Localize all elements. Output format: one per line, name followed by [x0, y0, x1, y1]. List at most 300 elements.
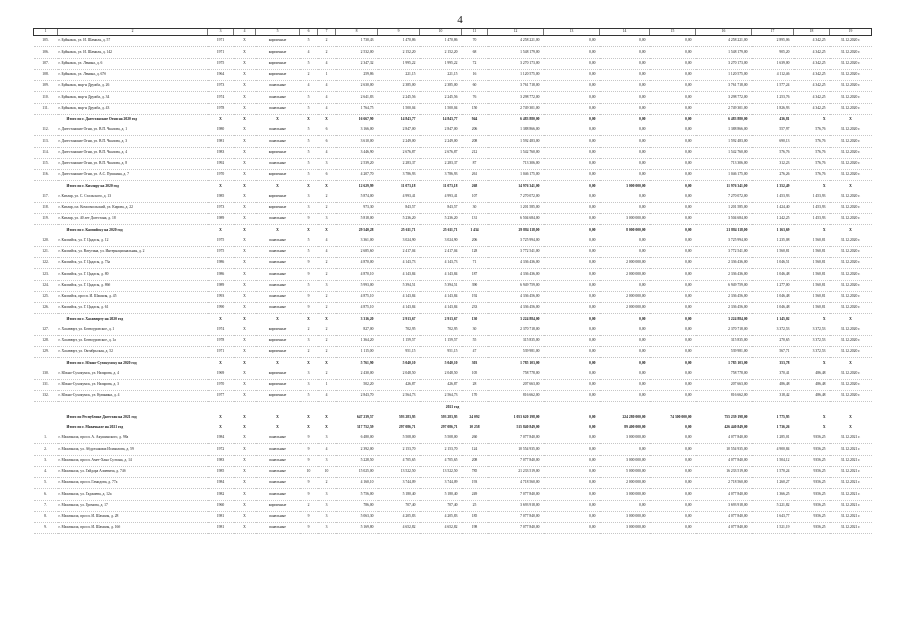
cell-total-area: 3 446,90	[336, 147, 378, 158]
cell-cost-federal: 0,00	[544, 103, 600, 114]
cell-completion-date: 31.12.2021 г.	[830, 489, 872, 500]
cell-floors: 9	[300, 489, 318, 500]
cell-cost-total: 1 388 866,00	[488, 125, 544, 136]
cell-cost-federal: 0,00	[544, 391, 600, 402]
cell-completion-date: 31.12.2020 г.	[830, 103, 872, 114]
cell-cost-municipal: 0,00	[685, 425, 692, 430]
cell-cost-owners: 1 548 179,00	[696, 47, 752, 58]
cell-cost-total: 816 662,00	[488, 391, 544, 402]
cell-residents: 87	[462, 158, 488, 169]
cell-max-unit-cost: 4 342,25	[794, 81, 830, 92]
register-table-sheet	[33, 28, 871, 534]
cell-cost-owners: 816 662,00	[696, 391, 752, 402]
cell-completion-date: 31.12.2020 г.	[830, 347, 872, 358]
cell-floors: Х	[307, 360, 310, 365]
cell-completion-date: 31.12.2020 г.	[830, 369, 872, 380]
cell-owned-area: 2 152,20	[420, 47, 462, 58]
cell-max-unit-cost: 9356,25	[794, 523, 830, 534]
cell-cost-federal: 0,00	[589, 316, 596, 321]
cell-completion-date: 31.12.2021 г.	[830, 523, 872, 534]
cell-cost-municipal: 0,00	[650, 291, 696, 302]
cell-cost-total: 4 336 456,00	[488, 291, 544, 302]
cell-cost-owners: 1 201 585,00	[696, 202, 752, 213]
cell-address: г. Южно-Сухокумск, ул. Назарова, д. 3	[58, 379, 208, 390]
cell-address: г. Каспийск, ул. Г. Цадасы, д. 61	[58, 303, 208, 314]
cell-cost-federal: 0,00	[544, 47, 600, 58]
cell-cost-owners: 713 306,00	[696, 158, 752, 169]
cell-cost-total: 7 077 840,00	[488, 455, 544, 466]
table-row	[34, 347, 872, 358]
cell-unit-cost: 1 560,81	[752, 246, 794, 257]
cell-year-built: Х	[219, 117, 222, 122]
table-row	[34, 444, 872, 455]
cell-cost-federal: 0,00	[544, 347, 600, 358]
cell-cost-total: 2 370 718,00	[488, 325, 544, 336]
cell-year-last-overhaul: Х	[243, 316, 246, 321]
cell-max-unit-cost: 9356,25	[794, 466, 830, 477]
cell-year-built: 1983	[208, 147, 234, 158]
cell-total-area: 3 316,20	[360, 316, 374, 321]
cell-year-built: Х	[219, 183, 222, 188]
cell-cost-federal: 0,00	[544, 170, 600, 181]
cell-max-unit-cost: 1 560,81	[794, 303, 830, 314]
cell-residents: 30	[462, 202, 488, 213]
cell-unit-cost: 1 453,93	[752, 192, 794, 203]
cell-entrances: 1	[318, 379, 336, 390]
cell-wall-material: панельные	[256, 258, 300, 269]
cell-residential-area: 4 143,73	[378, 258, 420, 269]
cell-entrances: 4	[318, 58, 336, 69]
cell-year-last-overhaul: Х	[234, 391, 256, 402]
table-row	[34, 258, 872, 269]
cell-total-area: 5 993,00	[336, 280, 378, 291]
cell-unit-cost: 353,78	[779, 360, 790, 365]
cell-row-number: 118.	[34, 202, 58, 213]
cell-wall-material: панельные	[256, 291, 300, 302]
cell-entrances: 2	[318, 369, 336, 380]
cell-completion-date: Х	[849, 360, 852, 365]
cell-cost-municipal: 0,00	[650, 280, 696, 291]
cell-max-unit-cost: 1 560,81	[794, 258, 830, 269]
cell-address: г. Хасавюрт, ул. Ботвоуровское, д. 1а	[58, 335, 208, 346]
cell-residential-area: 2 153,70	[378, 444, 420, 455]
cell-row-number: 124.	[34, 280, 58, 291]
cell-wall-material: панельные	[256, 303, 300, 314]
year-heading: 2021 год	[445, 404, 460, 409]
cell-entrances: Х	[325, 117, 328, 122]
cell-floors: 9	[300, 303, 318, 314]
cell-cost-total: 3 270 173,00	[488, 58, 544, 69]
cell-cost-federal: 0,00	[544, 489, 600, 500]
cell-unit-cost: 1 046,48	[752, 269, 794, 280]
cell-max-unit-cost: 1 453,93	[794, 202, 830, 213]
cell-total-area: 4 875,10	[336, 291, 378, 302]
cell-floors: 5	[300, 58, 318, 69]
cell-unit-cost: 1 253,76	[752, 92, 794, 103]
cell-residential-area: 13 522,50	[378, 466, 420, 477]
cell-cost-owners: 16 233 519,00	[696, 466, 752, 477]
table-row	[34, 36, 872, 47]
cell-total-area: 5 063,30	[336, 511, 378, 522]
cell-wall-material: Х	[276, 316, 279, 321]
cell-total-area: 6 480,00	[336, 433, 378, 444]
cell-row-number: 112.	[34, 125, 58, 136]
cell-residents: 10 258	[469, 425, 480, 430]
cell-cost-republic: 3 000 000,00	[600, 489, 650, 500]
cell-total-area: 4 870,10	[336, 269, 378, 280]
cell-cost-owners: 2 336 436,00	[696, 258, 752, 269]
cell-row-number: 119.	[34, 214, 58, 225]
cell-total-area: 5 874,00	[336, 192, 378, 203]
cell-year-last-overhaul: Х	[234, 214, 256, 225]
cell-year-built: 1984	[208, 478, 234, 489]
cell-owned-area: 4 993,41	[420, 192, 462, 203]
cell-cost-federal: 0,00	[544, 280, 600, 291]
cell-cost-municipal: 0,00	[650, 444, 696, 455]
cell-cost-municipal: 0,00	[650, 369, 696, 380]
subtotal-row	[34, 225, 872, 236]
cell-cost-federal: 0,00	[544, 455, 600, 466]
cell-cost-municipal: 0,00	[650, 347, 696, 358]
cell-completion-date: 31.12.2020 г.	[830, 379, 872, 390]
cell-owned-area: 4 205,83	[420, 511, 462, 522]
cell-cost-total: 3 725 994,00	[488, 236, 544, 247]
cell-completion-date: 31.12.2021 г.	[830, 466, 872, 477]
cell-residents: 198	[462, 523, 488, 534]
cell-unit-cost: 1 046,51	[752, 258, 794, 269]
cell-cost-municipal: 0,00	[650, 269, 696, 280]
table-row	[34, 523, 872, 534]
cell-cost-municipal: 0,00	[650, 125, 696, 136]
cell-cost-federal: 0,00	[544, 325, 600, 336]
cell-wall-material: Х	[276, 117, 279, 122]
cell-floors: 3	[300, 192, 318, 203]
cell-entrances: 3	[318, 523, 336, 534]
cell-unit-cost: 1 826,93	[752, 103, 794, 114]
cell-address: Итого по г. Дагестанские Огни на 2020 год	[66, 117, 137, 122]
cell-year-built: 1984	[208, 433, 234, 444]
cell-cost-republic: 0,00	[600, 347, 650, 358]
cell-cost-municipal: 0,00	[685, 227, 692, 232]
cell-cost-total: 7 077 840,00	[488, 511, 544, 522]
table-row	[34, 466, 872, 477]
cell-total-area: 502,20	[336, 379, 378, 390]
cell-cost-total: 4 336 436,00	[488, 269, 544, 280]
cell-wall-material: панельные	[256, 92, 300, 103]
cell-max-unit-cost: 576,76	[794, 136, 830, 147]
cell-residential-area: 707,40	[378, 500, 420, 511]
cell-completion-date: 31.12.2020 г.	[830, 258, 872, 269]
cell-cost-owners: 21 884 118,00	[726, 227, 748, 232]
cell-wall-material: кирпичные	[256, 335, 300, 346]
cell-year-last-overhaul: Х	[234, 103, 256, 114]
table-row	[34, 147, 872, 158]
cell-cost-owners: 1 046 175,00	[696, 170, 752, 181]
cell-cost-municipal: 0,00	[650, 379, 696, 390]
cell-owned-area: 2 153,70	[420, 444, 462, 455]
cell-residential-area: 426,87	[378, 379, 420, 390]
cell-unit-cost: 1 235,08	[752, 236, 794, 247]
table-row	[34, 325, 872, 336]
cell-address: г. Махачкала, ул. Гайдара Алиевича, д. 74б	[58, 466, 208, 477]
cell-address: Итого по г. Каспийску на 2020 год	[66, 227, 123, 232]
cell-cost-republic: 3 000 000,00	[600, 511, 650, 522]
cell-address: г. Дагестанские Огни, ул. В.П. Чкалова, д. 8	[58, 158, 208, 169]
cell-unit-cost: 567,71	[752, 347, 794, 358]
cell-owned-area: 5 394,51	[420, 280, 462, 291]
cell-cost-owners: 1 388 866,00	[696, 125, 752, 136]
cell-residents: 261	[462, 170, 488, 181]
cell-residents: 107	[462, 192, 488, 203]
cell-cost-republic: 0,00	[639, 316, 646, 321]
cell-completion-date: 31.12.2021 г.	[830, 500, 872, 511]
cell-total-area: 5 756,00	[336, 489, 378, 500]
cell-year-built: Х	[219, 414, 222, 419]
cell-year-built: 1981	[208, 511, 234, 522]
cell-cost-republic: 0,00	[600, 280, 650, 291]
cell-row-number: 120.	[34, 236, 58, 247]
table-row	[34, 58, 872, 69]
cell-row-number	[34, 314, 58, 325]
cell-floors: 5	[300, 158, 318, 169]
cell-cost-total: 4 336 456,00	[488, 303, 544, 314]
cell-floors: 2	[300, 347, 318, 358]
cell-completion-date: 31.12.2021 г.	[830, 444, 872, 455]
cell-completion-date: Х	[849, 414, 852, 419]
cell-cost-republic: 0,00	[600, 202, 650, 213]
cell-cost-municipal: 0,00	[650, 103, 696, 114]
cell-residential-area: 593 283,95	[398, 414, 416, 419]
table-row	[34, 478, 872, 489]
cell-cost-republic: 0,00	[600, 369, 650, 380]
cell-residents: 60	[462, 81, 488, 92]
cell-cost-owners: 6 483 880,00	[728, 117, 748, 122]
cell-cost-total: 1 548 179,00	[488, 47, 544, 58]
cell-owned-area: 4 705,65	[420, 455, 462, 466]
cell-row-number	[34, 358, 58, 369]
cell-cost-owners: 3 772 541,00	[696, 246, 752, 257]
cell-entrances: 3	[318, 433, 336, 444]
cell-cost-republic: 0,00	[600, 58, 650, 69]
cell-cost-federal: 0,00	[589, 360, 596, 365]
cell-completion-date: 31.12.2021 г.	[830, 478, 872, 489]
cell-cost-owners: 315 835,00	[696, 335, 752, 346]
cell-address: г. Дагестанские Огни, ул. В.П. Чкалова, д. 1	[58, 125, 208, 136]
cell-residential-area: 297 086,71	[398, 425, 416, 430]
cell-completion-date: 31.12.2020 г.	[830, 69, 872, 80]
cell-owned-area: 707,40	[420, 500, 462, 511]
cell-residents: 208	[462, 455, 488, 466]
cell-year-last-overhaul: Х	[234, 47, 256, 58]
cell-cost-federal: 0,00	[544, 523, 600, 534]
cell-floors: 5	[300, 170, 318, 181]
cell-row-number	[34, 181, 58, 192]
cell-floors: Х	[307, 183, 310, 188]
cell-unit-cost: 486,48	[752, 379, 794, 390]
cell-cost-total: 515 840 849,00	[516, 425, 540, 430]
cell-floors: 2	[300, 69, 318, 80]
cell-cost-republic: 0,00	[600, 69, 650, 80]
page-number: 4	[457, 14, 463, 26]
cell-row-number: 108.	[34, 69, 58, 80]
cell-row-number: 126.	[34, 303, 58, 314]
cell-wall-material: панельные	[256, 466, 300, 477]
cell-residential-area: 1 159,57	[378, 335, 420, 346]
table-row	[34, 369, 872, 380]
cell-completion-date: 31.12.2020 г.	[830, 147, 872, 158]
cell-year-built: Х	[219, 316, 222, 321]
table-row	[34, 158, 872, 169]
cell-cost-total: 713 306,00	[488, 158, 544, 169]
cell-residents: 30	[462, 325, 488, 336]
cell-year-built: 1975	[208, 58, 234, 69]
cell-row-number: 111.	[34, 103, 58, 114]
cell-total-area: 1 764,75	[336, 103, 378, 114]
cell-entrances: 3	[318, 455, 336, 466]
cell-residential-area: 2 283,37	[378, 158, 420, 169]
cell-row-number: 122.	[34, 258, 58, 269]
cell-address: г. Махачкала, просп. Гамидова, д. 77а	[58, 478, 208, 489]
cell-cost-municipal: 0,00	[650, 391, 696, 402]
cell-cost-federal: 0,00	[544, 511, 600, 522]
cell-residents: 130	[471, 316, 478, 321]
cell-cost-federal: 0,00	[589, 425, 596, 430]
cell-entrances: 4	[318, 147, 336, 158]
cell-wall-material: кирпичные	[256, 369, 300, 380]
cell-residents: 785	[462, 466, 488, 477]
cell-entrances: Х	[325, 360, 328, 365]
cell-max-unit-cost: 9356,25	[794, 455, 830, 466]
cell-row-number: 131.	[34, 379, 58, 390]
cell-owned-area: 426,87	[420, 379, 462, 390]
cell-wall-material: панельные	[256, 444, 300, 455]
subtotal-row	[34, 423, 872, 433]
cell-cost-owners: 2 336 436,00	[696, 269, 752, 280]
cell-residential-area: 3 744,09	[378, 478, 420, 489]
table-row	[34, 103, 872, 114]
cell-total-area: 4 160,10	[336, 478, 378, 489]
cell-row-number: 130.	[34, 369, 58, 380]
cell-address: г. Махачкала, просп. А. Акушинского, д. 98а	[58, 433, 208, 444]
cell-row-number: 121.	[34, 246, 58, 257]
cell-residents: 944	[471, 117, 478, 122]
cell-floors: 9	[300, 523, 318, 534]
cell-residential-area: 5 394,51	[378, 280, 420, 291]
cell-cost-municipal: 0,00	[650, 466, 696, 477]
cell-year-built: Х	[219, 425, 222, 430]
cell-residents: 268	[471, 183, 478, 188]
cell-residents: 150	[462, 103, 488, 114]
cell-total-area: 3 166,00	[336, 125, 378, 136]
cell-year-built: 1977	[208, 391, 234, 402]
cell-unit-cost: 1 504,12	[752, 455, 794, 466]
cell-owned-area: 702,95	[420, 325, 462, 336]
cell-year-built: 1964	[208, 69, 234, 80]
cell-unit-cost: 576,76	[752, 147, 794, 158]
cell-year-last-overhaul: Х	[243, 183, 246, 188]
cell-row-number: 125.	[34, 291, 58, 302]
cell-address: г. Махачкала, просп. И. Шамиля, д. 28	[58, 511, 208, 522]
cell-year-built: 1973	[208, 202, 234, 213]
cell-wall-material: Х	[276, 425, 279, 430]
cell-residents: 24 092	[469, 414, 480, 419]
cell-year-built: 1992	[208, 158, 234, 169]
cell-unit-cost: 1 260,27	[752, 478, 794, 489]
cell-floors: 5	[300, 391, 318, 402]
cell-completion-date: 31.12.2020 г.	[830, 125, 872, 136]
cell-cost-republic: 0,00	[600, 125, 650, 136]
cell-cost-republic: 3 000 000,00	[600, 214, 650, 225]
cell-cost-owners: 755 239 198,00	[724, 414, 748, 419]
cell-floors: Х	[307, 117, 310, 122]
table-row	[34, 455, 872, 466]
cell-address: Итого по Республике Дагестан на 2021 год	[66, 414, 137, 419]
cell-cost-owners: 4 077 840,00	[696, 489, 752, 500]
cell-owned-area: 1 159,57	[420, 335, 462, 346]
cell-unit-cost: 1 424,40	[752, 202, 794, 213]
cell-entrances: 6	[318, 125, 336, 136]
cell-floors: 9	[300, 291, 318, 302]
cell-cost-republic: 0,00	[600, 47, 650, 58]
cell-max-unit-cost: 3 372,53	[794, 335, 830, 346]
cell-cost-owners: 3 761 718,00	[696, 81, 752, 92]
cell-cost-total: 1 046 175,00	[488, 170, 544, 181]
cell-year-last-overhaul: Х	[234, 433, 256, 444]
cell-owned-area: 14 843,77	[442, 117, 458, 122]
cell-entrances: 6	[318, 136, 336, 147]
cell-completion-date: 31.12.2021 г.	[830, 511, 872, 522]
cell-total-area: 16 667,90	[358, 117, 374, 122]
cell-cost-federal: 0,00	[544, 303, 600, 314]
cell-owned-area: 2 245,56	[420, 92, 462, 103]
column-number-10: 10	[420, 29, 462, 36]
cell-residents: 76	[462, 92, 488, 103]
cell-residential-area: 2 676,87	[378, 147, 420, 158]
cell-total-area: 317 752,59	[356, 425, 374, 430]
cell-total-area: 2 430,00	[336, 369, 378, 380]
cell-total-area: 3 361,00	[336, 236, 378, 247]
cell-year-last-overhaul: Х	[234, 81, 256, 92]
column-number-6: 6	[300, 29, 318, 36]
cell-residential-area: 2 245,56	[378, 92, 420, 103]
cell-entrances: 4	[318, 103, 336, 114]
cell-residents: 68	[462, 47, 488, 58]
cell-total-area: 2 685,60	[336, 246, 378, 257]
cell-completion-date: 31.12.2021 г.	[830, 433, 872, 444]
table-row	[34, 92, 872, 103]
cell-year-built: 1983	[208, 455, 234, 466]
cell-completion-date: 31.12.2020 г.	[830, 158, 872, 169]
cell-address: г. Каспийск, ул. Ватутина, ул. Интернациональная, д. 2	[58, 246, 208, 257]
cell-cost-municipal: 0,00	[650, 303, 696, 314]
cell-owned-area: 5 508,00	[420, 433, 462, 444]
cell-year-last-overhaul: Х	[234, 125, 256, 136]
cell-cost-republic: 0,00	[600, 236, 650, 247]
cell-cost-municipal: 0,00	[650, 47, 696, 58]
cell-address: г. Махачкала, ул. Абдулхакима Исмаилова, д. 59	[58, 444, 208, 455]
cell-floors: 9	[300, 511, 318, 522]
cell-residential-area: 3 024,90	[378, 236, 420, 247]
column-number-3: 3	[208, 29, 234, 36]
cell-completion-date: 31.12.2020 г.	[830, 236, 872, 247]
cell-wall-material: панельные	[256, 455, 300, 466]
cell-year-built: 1989	[208, 280, 234, 291]
cell-owned-area: 4 143,73	[420, 258, 462, 269]
cell-cost-owners: 7 270 072,00	[696, 192, 752, 203]
table-row	[34, 47, 872, 58]
cell-wall-material: панельные	[256, 214, 300, 225]
cell-cost-federal: 0,00	[544, 81, 600, 92]
